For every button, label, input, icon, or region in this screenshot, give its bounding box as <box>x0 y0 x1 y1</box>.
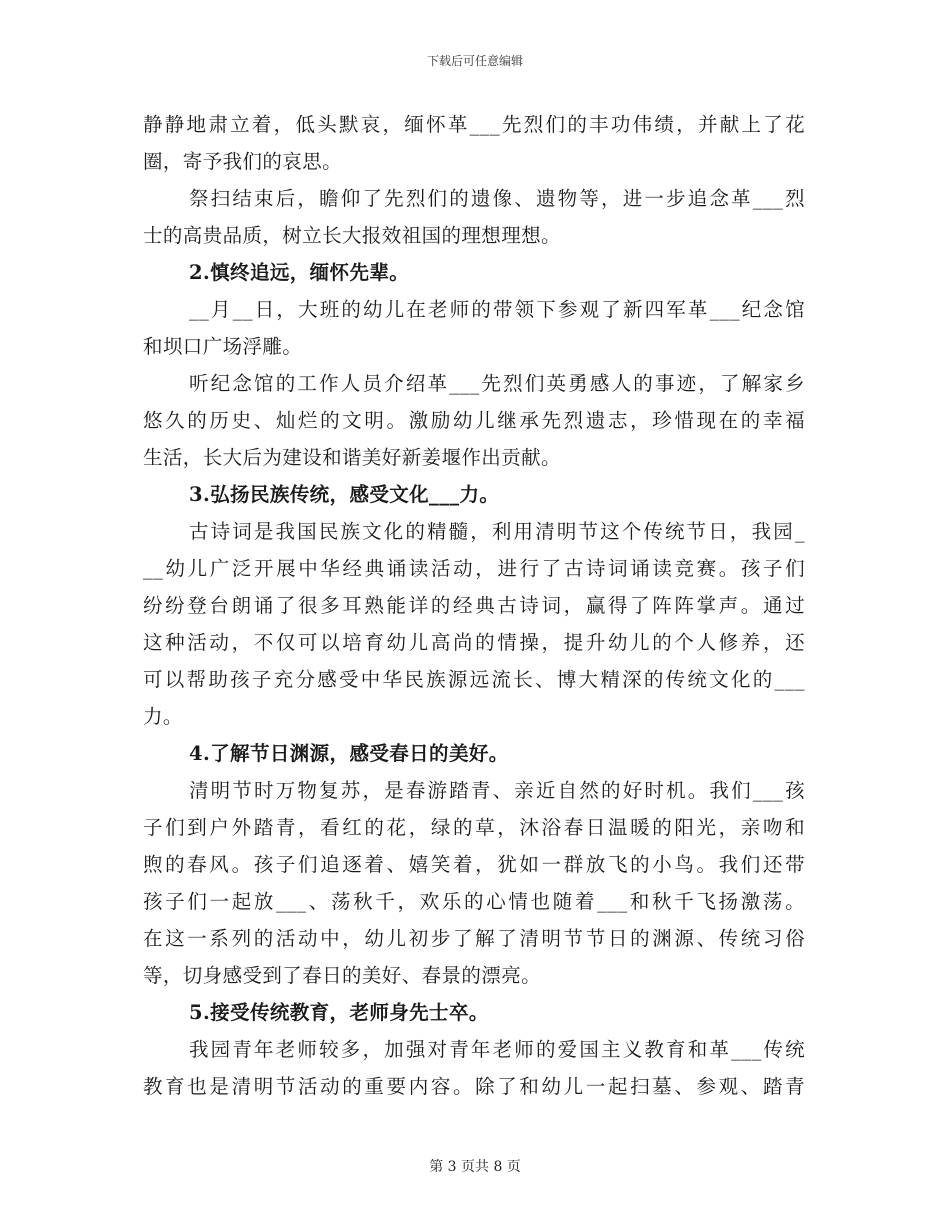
paragraph-line: 可以帮助孩子充分感受中华民族源远流长、博大精深的传统文化的___ <box>143 668 805 691</box>
paragraph-line: 这种活动，不仅可以培育幼儿高尚的情操，提升幼儿的个人修养，还 <box>143 631 805 654</box>
paragraph-line: 力。 <box>143 705 183 728</box>
paragraph-line: 听纪念馆的工作人员介绍革___先烈们英勇感人的事迹，了解家乡 <box>189 372 805 395</box>
section-heading: 5.接受传统教育，老师身先士卒。 <box>189 1001 489 1024</box>
section-heading: 3.弘扬民族传统，感受文化___力。 <box>189 483 500 506</box>
section-heading: 2.慎终追远，缅怀先辈。 <box>189 261 410 284</box>
paragraph-line: 煦的春风。孩子们追逐着、嬉笑着，犹如一群放飞的小鸟。我们还带 <box>143 853 805 876</box>
paragraph-line: 静静地肃立着，低头默哀，缅怀革___先烈们的丰功伟绩，并献上了花 <box>143 113 805 136</box>
paragraph-line: 纷纷登台朗诵了很多耳熟能详的经典古诗词，赢得了阵阵掌声。通过 <box>143 594 805 617</box>
paragraph-line: 生活，长大后为建设和谐美好新姜堰作出贡献。 <box>143 446 561 469</box>
paragraph-line: 在这一系列的活动中，幼儿初步了解了清明节节日的渊源、传统习俗 <box>143 927 805 950</box>
paragraph-line: 和坝口广场浮雕。 <box>143 335 303 358</box>
paragraph-line: __幼儿广泛开展中华经典诵读活动，进行了古诗词诵读竞赛。孩子们 <box>143 557 805 580</box>
paragraph-line: 古诗词是我国民族文化的精髓，利用清明节这个传统节日，我园_ <box>189 520 805 543</box>
paragraph-line: 清明节时万物复苏，是春游踏青、亲近自然的好时机。我们___孩 <box>189 779 805 802</box>
paragraph-line: 等，切身感受到了春日的美好、春景的漂亮。 <box>143 964 542 987</box>
paragraph-line: 教育也是清明节活动的重要内容。除了和幼儿一起扫墓、参观、踏青 <box>143 1075 805 1098</box>
page-header: 下载后可任意编辑 <box>426 54 523 68</box>
document-body <box>143 106 805 1105</box>
page-footer: 第 3 页共 8 页 <box>429 1159 521 1175</box>
paragraph-line: 我园青年老师较多，加强对青年老师的爱国主义教育和革___传统 <box>189 1038 805 1061</box>
paragraph-line: 祭扫结束后，瞻仰了先烈们的遗像、遗物等，进一步追念革___烈 <box>189 187 805 210</box>
paragraph-line: 圈，寄予我们的哀思。 <box>143 150 343 173</box>
section-heading: 4.了解节日渊源，感受春日的美好。 <box>189 742 509 765</box>
paragraph-line: 孩子们一起放___、荡秋千，欢乐的心情也随着___和秋千飞扬激荡。 <box>143 890 805 913</box>
paragraph-line: 悠久的历史、灿烂的文明。激励幼儿继承先烈遗志，珍惜现在的幸福 <box>143 409 805 432</box>
paragraph-line: 士的高贵品质，树立长大报效祖国的理想理想。 <box>143 224 561 247</box>
paragraph-line: __月__日，大班的幼儿在老师的带领下参观了新四军革___纪念馆 <box>189 298 805 321</box>
paragraph-line: 子们到户外踏青，看红的花，绿的草，沐浴春日温暖的阳光，亲吻和 <box>143 816 805 839</box>
